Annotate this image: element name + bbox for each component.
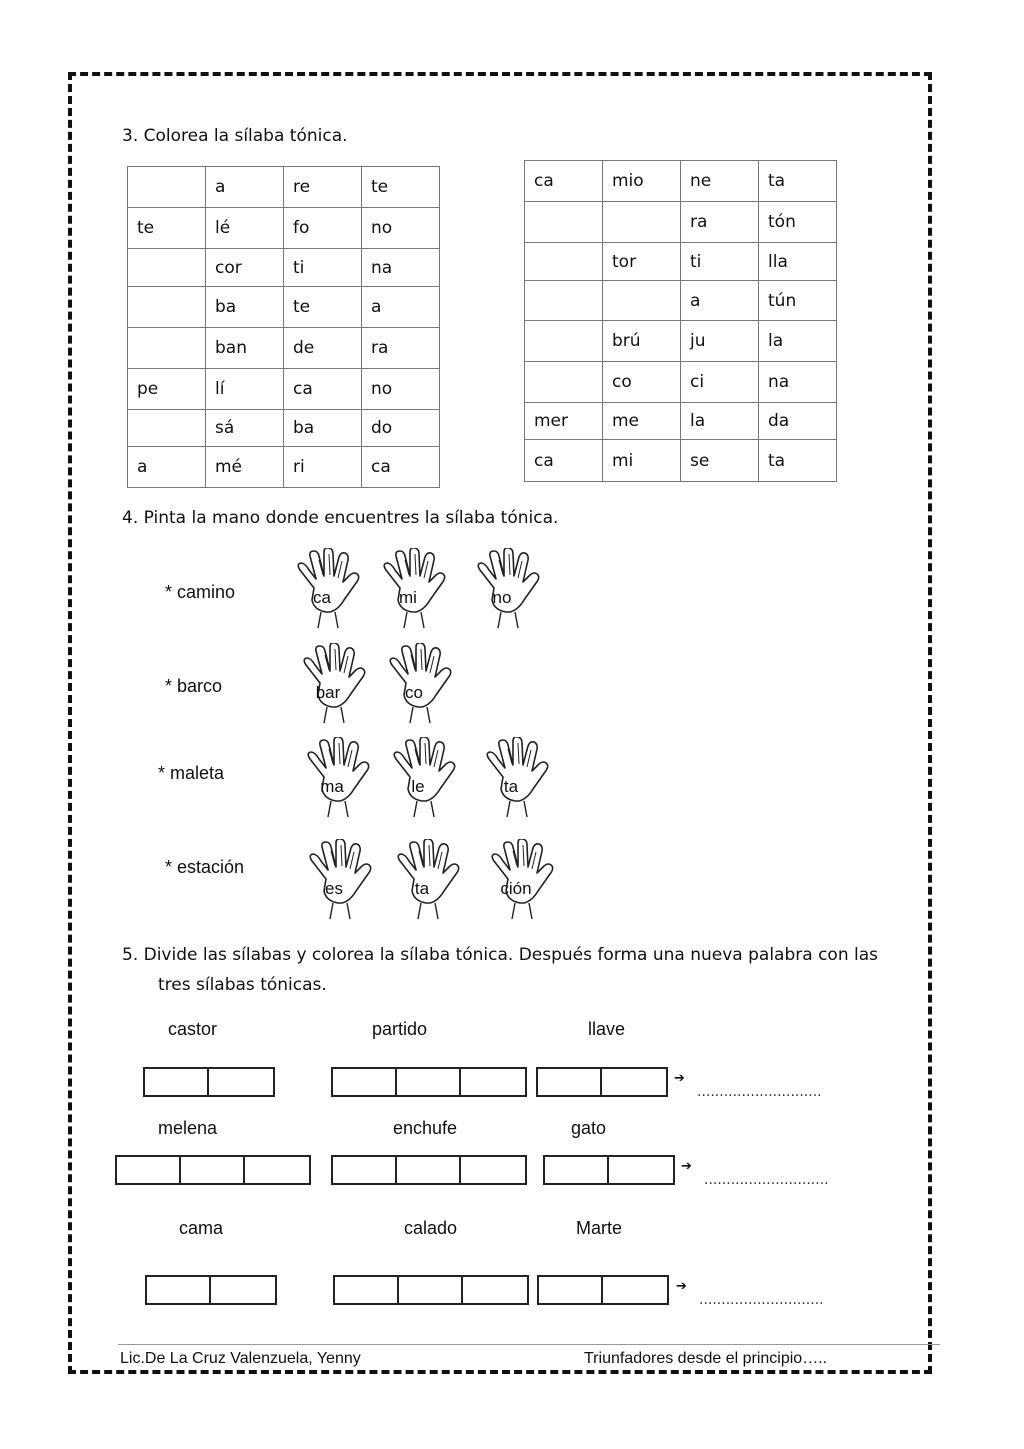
arrow-icon: ➔ — [674, 1071, 685, 1086]
footer-divider — [118, 1344, 940, 1345]
syllable-cell[interactable]: de — [284, 328, 362, 369]
syllable-cell[interactable]: sá — [206, 410, 284, 447]
syllable-cell[interactable]: fo — [284, 208, 362, 249]
table-row — [128, 249, 440, 287]
syllable-cell[interactable]: se — [681, 440, 759, 482]
syllable-cell[interactable]: no — [362, 208, 440, 249]
syllable-cell[interactable] — [128, 410, 206, 447]
syllable-cell[interactable]: mé — [206, 447, 284, 488]
syllable-cell[interactable]: ju — [681, 321, 759, 362]
syllable-cell[interactable]: re — [284, 167, 362, 208]
syllable-cell[interactable]: lla — [759, 243, 837, 281]
table-row — [525, 243, 837, 281]
table-row — [128, 287, 440, 328]
syllable-cell[interactable]: tún — [759, 281, 837, 321]
word-gato: gato — [571, 1118, 607, 1138]
syllable-cell[interactable] — [525, 362, 603, 403]
word-llave: llave — [588, 1019, 626, 1039]
word-camino: * camino — [165, 582, 236, 602]
table-row — [525, 362, 837, 403]
hand-icon[interactable] — [486, 839, 558, 925]
hand-icon[interactable] — [481, 737, 553, 823]
syllable-cell[interactable]: la — [681, 403, 759, 440]
hand-icon[interactable] — [298, 643, 370, 729]
word-castor: castor — [168, 1019, 218, 1039]
syllable-cell[interactable]: mio — [603, 161, 681, 202]
hand-syllable: ta — [414, 879, 430, 898]
syllable-cell[interactable]: ti — [681, 243, 759, 281]
table-row — [525, 440, 837, 482]
table-row — [525, 321, 837, 362]
word-partido: partido — [372, 1019, 428, 1039]
question-4-title: 4. Pinta la mano donde encuentres la sílaba tónica. — [122, 508, 559, 528]
syllable-cell[interactable]: ra — [362, 328, 440, 369]
hand-syllable: bar — [315, 683, 341, 702]
table-row — [525, 281, 837, 321]
syllable-cell[interactable] — [525, 202, 603, 243]
table-row — [128, 328, 440, 369]
syllable-cell[interactable]: da — [759, 403, 837, 440]
syllable-cell[interactable] — [128, 167, 206, 208]
syllable-cell[interactable]: ba — [284, 410, 362, 447]
syllable-cell[interactable]: ci — [681, 362, 759, 403]
syllable-boxes-marte[interactable] — [537, 1275, 669, 1305]
syllable-cell[interactable]: te — [128, 208, 206, 249]
syllable-boxes-calado[interactable] — [333, 1275, 529, 1305]
arrow-icon: ➔ — [676, 1279, 687, 1294]
table-row — [525, 403, 837, 440]
word-calado: calado — [404, 1218, 458, 1238]
syllable-cell[interactable]: brú — [603, 321, 681, 362]
syllable-cell[interactable]: na — [759, 362, 837, 403]
syllable-cell[interactable]: co — [603, 362, 681, 403]
syllable-boxes-castor[interactable] — [143, 1067, 275, 1097]
hand-syllable: le — [411, 777, 425, 796]
hand-icon[interactable] — [392, 839, 464, 925]
syllable-cell[interactable] — [525, 281, 603, 321]
hand-syllable: ca — [313, 588, 331, 607]
syllable-cell[interactable]: te — [284, 287, 362, 328]
syllable-cell[interactable] — [603, 281, 681, 321]
syllable-cell[interactable]: ban — [206, 328, 284, 369]
syllable-cell[interactable] — [525, 321, 603, 362]
table-row — [525, 161, 837, 202]
word-maleta: * maleta — [158, 763, 225, 783]
hand-icon[interactable] — [302, 737, 374, 823]
syllable-cell[interactable]: ta — [759, 161, 837, 202]
table-row — [525, 202, 837, 243]
hand-syllable: ta — [503, 777, 519, 796]
syllable-cell[interactable]: ra — [681, 202, 759, 243]
footer-motto: Triunfadores desde el principio….. — [584, 1350, 828, 1367]
syllable-cell[interactable]: ne — [681, 161, 759, 202]
syllable-cell[interactable]: do — [362, 410, 440, 447]
syllable-cell[interactable]: la — [759, 321, 837, 362]
table-row — [128, 208, 440, 249]
syllable-boxes-enchufe[interactable] — [331, 1155, 527, 1185]
syllable-boxes-llave[interactable] — [536, 1067, 668, 1097]
syllable-cell[interactable]: me — [603, 403, 681, 440]
syllable-cell[interactable] — [128, 287, 206, 328]
syllable-cell[interactable]: tor — [603, 243, 681, 281]
syllable-cell[interactable] — [603, 202, 681, 243]
syllable-cell[interactable]: lí — [206, 369, 284, 410]
syllable-cell[interactable] — [128, 249, 206, 287]
syllable-boxes-partido[interactable] — [331, 1067, 527, 1097]
word-marte: Marte — [576, 1218, 623, 1238]
word-enchufe: enchufe — [393, 1118, 458, 1138]
syllable-cell[interactable]: ca — [284, 369, 362, 410]
syllable-cell[interactable] — [525, 243, 603, 281]
syllable-cell[interactable]: na — [362, 249, 440, 287]
syllable-cell[interactable]: ca — [525, 161, 603, 202]
syllable-cell[interactable]: a — [362, 287, 440, 328]
word-melena: melena — [158, 1118, 218, 1138]
word-cama: cama — [179, 1218, 224, 1238]
syllable-boxes-melena[interactable] — [115, 1155, 311, 1185]
hand-icon[interactable] — [384, 643, 456, 729]
syllable-cell[interactable]: ti — [284, 249, 362, 287]
syllable-cell[interactable]: a — [681, 281, 759, 321]
hand-icon[interactable] — [388, 737, 460, 823]
hand-icon[interactable] — [378, 548, 450, 634]
arrow-icon: ➔ — [681, 1159, 692, 1174]
footer-author: Lic.De La Cruz Valenzuela, Yenny — [120, 1350, 361, 1367]
syllable-cell[interactable]: mi — [603, 440, 681, 482]
syllable-cell[interactable]: te — [362, 167, 440, 208]
syllable-cell[interactable]: ca — [362, 447, 440, 488]
syllable-cell[interactable]: a — [206, 167, 284, 208]
table-row — [128, 410, 440, 447]
syllable-cell[interactable]: a — [128, 447, 206, 488]
question-3-title: 3. Colorea la sílaba tónica. — [122, 126, 348, 146]
syllable-cell[interactable]: no — [362, 369, 440, 410]
syllable-cell[interactable]: ba — [206, 287, 284, 328]
syllable-cell[interactable]: pe — [128, 369, 206, 410]
syllable-cell[interactable]: ca — [525, 440, 603, 482]
word-estacion: * estación — [165, 857, 245, 877]
hand-syllable: co — [405, 683, 423, 702]
hand-syllable: es — [325, 879, 343, 898]
syllable-cell[interactable]: ta — [759, 440, 837, 482]
syllable-cell[interactable]: ri — [284, 447, 362, 488]
hand-syllable: ción — [500, 879, 532, 898]
hand-icon[interactable] — [304, 839, 376, 925]
syllable-cell[interactable]: tón — [759, 202, 837, 243]
syllable-boxes-cama[interactable] — [145, 1275, 277, 1305]
hand-icon[interactable] — [472, 548, 544, 634]
table-row — [128, 167, 440, 208]
syllable-boxes-gato[interactable] — [543, 1155, 675, 1185]
question-5-title-line2: tres sílabas tónicas. — [158, 975, 327, 995]
syllable-table-left — [127, 166, 440, 488]
answer-line-1[interactable]: ............................ — [697, 1084, 822, 1100]
hand-icon[interactable] — [292, 548, 364, 634]
hand-syllable: ma — [320, 777, 344, 796]
hand-syllable: no — [492, 588, 512, 607]
table-row — [128, 369, 440, 410]
syllable-cell[interactable]: lé — [206, 208, 284, 249]
answer-line-3[interactable]: ............................ — [699, 1292, 824, 1308]
syllable-cell[interactable] — [128, 328, 206, 369]
syllable-cell[interactable]: cor — [206, 249, 284, 287]
syllable-table-right — [524, 160, 837, 482]
hand-syllable: mi — [399, 588, 417, 607]
word-barco: * barco — [165, 676, 223, 696]
table-row — [128, 447, 440, 488]
syllable-cell[interactable]: mer — [525, 403, 603, 440]
question-5-title-line1: 5. Divide las sílabas y colorea la sílaba tónica. Después forma una nueva palabra con las — [122, 945, 878, 965]
answer-line-2[interactable]: ............................ — [704, 1172, 829, 1188]
